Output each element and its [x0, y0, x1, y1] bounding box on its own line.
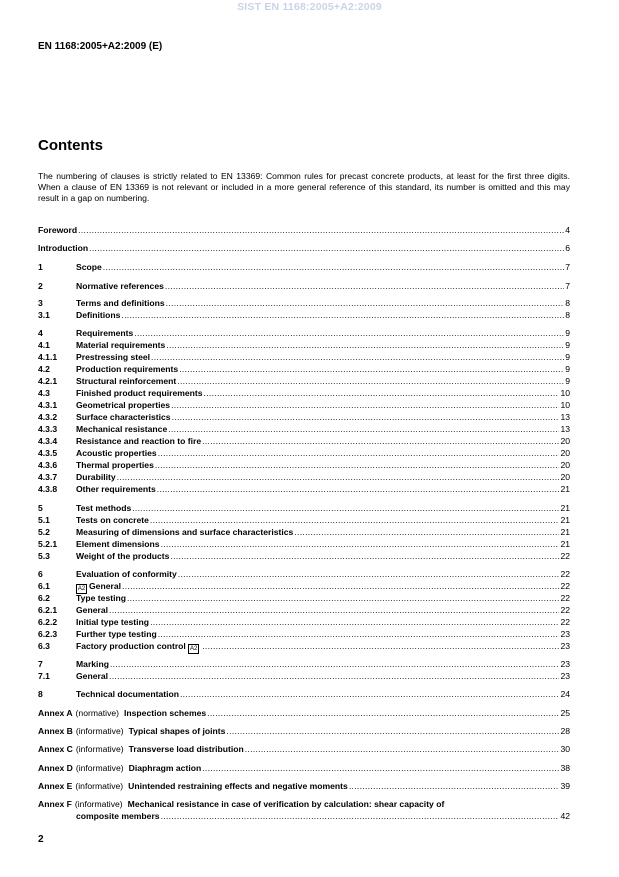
toc-entry[interactable]: [38, 580, 570, 592]
dot-leader: [202, 762, 559, 774]
toc-entry-number: 4.1: [38, 340, 50, 350]
toc-entry[interactable]: [38, 688, 570, 700]
toc-entry-page: 6: [565, 243, 570, 253]
dot-leader: [150, 616, 559, 628]
dot-leader: [166, 339, 564, 351]
toc-entry-number: 6.2.1: [38, 605, 58, 615]
dot-leader: [109, 670, 559, 682]
dot-leader: [132, 502, 559, 514]
toc-entry-number: 4.2.1: [38, 376, 58, 386]
dot-leader: [158, 447, 560, 459]
toc-entry-title: Evaluation of conformity: [76, 569, 177, 579]
toc-entry-page: 7: [565, 281, 570, 291]
toc-entry-page: 10: [560, 388, 570, 398]
toc-entry-page: 9: [565, 352, 570, 362]
toc-entry-page: 7: [565, 262, 570, 272]
toc-entry-page: 21: [560, 515, 570, 525]
toc-entry-page: 20: [560, 436, 570, 446]
toc-entry-title: Tests on concrete: [76, 515, 149, 525]
toc-entry-title: General: [76, 671, 109, 681]
annex-title-continued: composite members: [76, 811, 160, 821]
dot-leader: [89, 242, 564, 254]
dot-leader: [180, 688, 559, 700]
toc-entry-title: Resistance and reaction to fire: [76, 436, 202, 446]
toc-entry-number: 4.3: [38, 388, 50, 398]
toc-entry-page: 22: [560, 551, 570, 561]
toc-entry-title: Type testing: [76, 593, 126, 603]
annex-type: (informative): [75, 763, 124, 773]
dot-leader: [207, 707, 559, 719]
toc-entry[interactable]: [38, 538, 570, 550]
toc-entry-page: 20: [560, 472, 570, 482]
toc-entry-number: 4.3.2: [38, 412, 58, 422]
toc-entry-page: 9: [565, 328, 570, 338]
toc-entry-page: 21: [560, 527, 570, 537]
toc-entry-page: 22: [560, 593, 570, 603]
toc-entry[interactable]: [38, 411, 570, 423]
annex-title: Diaphragm action: [128, 763, 202, 773]
toc-entry-page: 8: [565, 298, 570, 308]
toc-entry[interactable]: [38, 242, 570, 254]
toc-entry[interactable]: [38, 447, 570, 459]
toc-entry[interactable]: [38, 550, 570, 562]
toc-annex-entry-continued[interactable]: [38, 810, 570, 822]
annex-type: (informative): [74, 799, 123, 809]
toc-entry-title: Marking: [76, 659, 109, 669]
dot-leader: [157, 483, 560, 495]
toc-entry-number: 4.2: [38, 364, 50, 374]
annex-page: 28: [560, 726, 570, 736]
toc-entry-title: Introduction: [38, 243, 89, 253]
dot-leader: [110, 658, 559, 670]
toc-entry-page: 9: [565, 340, 570, 350]
annex-page: 38: [560, 763, 570, 773]
annex-title: Typical shapes of joints: [128, 726, 226, 736]
toc-annex-entry[interactable]: [38, 725, 570, 737]
toc-entry-number: 4.3.4: [38, 436, 58, 446]
toc-entry-page: 22: [560, 581, 570, 591]
toc-entry-page: 21: [560, 539, 570, 549]
annex-page: 30: [560, 744, 570, 754]
toc-annex-entry[interactable]: [38, 780, 570, 792]
toc-entry-title: Thermal properties: [76, 460, 154, 470]
dot-leader: [151, 351, 564, 363]
toc-entry-number: 3.1: [38, 310, 50, 320]
toc-entry-page: 10: [560, 400, 570, 410]
amendment-marker-open: A2: [77, 586, 86, 592]
toc-entry[interactable]: [38, 363, 570, 375]
dot-leader: [121, 309, 564, 321]
toc-entry-number: 4: [38, 328, 43, 338]
toc-entry-page: 9: [565, 364, 570, 374]
toc-entry-title: Weight of the products: [76, 551, 170, 561]
toc-entry-number: 2: [38, 281, 43, 291]
toc-entry-number: 5: [38, 503, 43, 513]
dot-leader: [158, 628, 560, 640]
dot-leader: [161, 538, 560, 550]
toc-entry-title: Factory production control A2: [76, 641, 198, 652]
toc-entry-title: Mechanical resistance: [76, 424, 168, 434]
dot-leader: [171, 399, 559, 411]
toc-entry-number: 6.2.3: [38, 629, 58, 639]
annex-title: Transverse load distribution: [128, 744, 244, 754]
toc-entry[interactable]: [38, 658, 570, 670]
toc-entry-title: Geometrical properties: [76, 400, 171, 410]
dot-leader: [109, 604, 559, 616]
toc-entry-page: 20: [560, 460, 570, 470]
toc-entry-title: Foreword: [38, 225, 78, 235]
toc-entry-title: Other requirements: [76, 484, 156, 494]
toc-entry[interactable]: [38, 387, 570, 399]
dot-leader: [165, 280, 564, 292]
annex-page: 39: [560, 781, 570, 791]
toc-entry[interactable]: [38, 604, 570, 616]
toc-entry[interactable]: [38, 339, 570, 351]
toc-entry-title: Initial type testing: [76, 617, 150, 627]
annex-label: Annex C: [38, 744, 73, 754]
annex-label: Annex F: [38, 799, 72, 809]
annex-type: (informative): [75, 726, 124, 736]
dot-leader: [127, 592, 559, 604]
toc-entry-title: Acoustic properties: [76, 448, 157, 458]
toc-annex-entry[interactable]: [38, 798, 570, 810]
dot-leader: [117, 471, 560, 483]
toc-entry-title: Finished product requirements: [76, 388, 203, 398]
dot-leader: [178, 568, 560, 580]
dot-leader: [168, 423, 559, 435]
toc-entry-number: 6: [38, 569, 43, 579]
toc-entry-title: Element dimensions: [76, 539, 160, 549]
toc-entry[interactable]: [38, 526, 570, 538]
toc-entry[interactable]: [38, 224, 570, 236]
dot-leader: [122, 580, 559, 592]
toc-entry[interactable]: [38, 375, 570, 387]
annex-type: (informative): [75, 781, 124, 791]
toc-entry-number: 4.3.7: [38, 472, 58, 482]
page-title: Contents: [38, 137, 103, 154]
document-id: EN 1168:2005+A2:2009 (E): [38, 41, 163, 52]
toc-entry[interactable]: [38, 592, 570, 604]
dot-leader: [204, 387, 560, 399]
annex-type: (normative): [75, 708, 120, 718]
toc-entry-title: Scope: [76, 262, 102, 272]
dot-leader: [161, 810, 560, 822]
toc-entry[interactable]: [38, 628, 570, 640]
toc-entry[interactable]: [38, 616, 570, 628]
toc-entry[interactable]: [38, 502, 570, 514]
toc-entry-page: 23: [560, 659, 570, 669]
dot-leader: [226, 725, 559, 737]
dot-leader: [202, 640, 559, 652]
toc-entry-number: 6.2.2: [38, 617, 58, 627]
dot-leader: [245, 743, 560, 755]
toc-entry-title: Durability: [76, 472, 116, 482]
toc-entry-number: 3: [38, 298, 43, 308]
toc-entry-page: 23: [560, 629, 570, 639]
dot-leader: [179, 363, 564, 375]
toc-entry-title: Prestressing steel: [76, 352, 151, 362]
toc-entry-title: Structural reinforcement: [76, 376, 177, 386]
toc-entry[interactable]: [38, 459, 570, 471]
watermark: SIST EN 1168:2005+A2:2009: [237, 1, 382, 13]
toc-entry[interactable]: [38, 670, 570, 682]
dot-leader: [177, 375, 564, 387]
dot-leader: [155, 459, 560, 471]
annex-title: Inspection schemes: [124, 708, 207, 718]
toc-entry-title: Test methods: [76, 503, 132, 513]
toc-entry-title: A2 General: [77, 581, 122, 592]
toc-entry-page: 8: [565, 310, 570, 320]
toc-entry-number: 5.2.1: [38, 539, 58, 549]
annex-label: Annex A: [38, 708, 73, 718]
toc-entry-page: 13: [560, 412, 570, 422]
toc-entry-number: 4.3.5: [38, 448, 58, 458]
toc-entry-title: Production requirements: [76, 364, 179, 374]
toc-entry-number: 5.1: [38, 515, 50, 525]
toc-entry-number: 1: [38, 262, 43, 272]
toc-entry-page: 22: [560, 569, 570, 579]
toc-entry[interactable]: [38, 399, 570, 411]
dot-leader: [78, 224, 564, 236]
toc-entry[interactable]: [38, 483, 570, 495]
annex-title: Unintended restraining effects and negative moments: [128, 781, 348, 791]
toc-entry-number: 7.1: [38, 671, 50, 681]
toc-annex-entry[interactable]: [38, 762, 570, 774]
toc-entry[interactable]: [38, 568, 570, 580]
toc-entry-title: Technical documentation: [76, 689, 179, 699]
toc-annex-entry[interactable]: [38, 743, 570, 755]
toc-entry-number: 4.3.3: [38, 424, 58, 434]
dot-leader: [294, 526, 559, 538]
dot-leader: [202, 435, 559, 447]
toc-entry[interactable]: [38, 327, 570, 339]
toc-entry[interactable]: [38, 309, 570, 321]
toc-entry-page: 13: [560, 424, 570, 434]
toc-entry-number: 4.3.6: [38, 460, 58, 470]
dot-leader: [349, 780, 560, 792]
page-number: 2: [38, 834, 44, 845]
annex-title: Mechanical resistance in case of verification by calculation: shear capacity of: [127, 799, 445, 809]
toc-annex-entry[interactable]: [38, 707, 570, 719]
toc-entry[interactable]: [38, 435, 570, 447]
toc-entry-title: Normative references: [76, 281, 164, 291]
toc-entry-number: 4.3.1: [38, 400, 58, 410]
toc-entry[interactable]: [38, 423, 570, 435]
toc-entry-page: 21: [560, 503, 570, 513]
toc-entry-number: 6.2: [38, 593, 50, 603]
intro-paragraph: The numbering of clauses is strictly related to EN 13369: Common rules for precast concrete products, at least for the first three digits. When a clause of EN 13369 is not relevant or included in a more general reference of this standard, its number is omitted and this may result in a gap on numbering.: [38, 171, 570, 204]
toc-entry[interactable]: [38, 471, 570, 483]
toc-entry-page: 23: [560, 671, 570, 681]
toc-entry-title: Surface characteristics: [76, 412, 171, 422]
toc-entry-title: Measuring of dimensions and surface characteristics: [76, 527, 294, 537]
toc-entry-page: 9: [565, 376, 570, 386]
toc-entry-number: 8: [38, 689, 43, 699]
toc-entry-title: Requirements: [76, 328, 134, 338]
annex-label: Annex D: [38, 763, 73, 773]
toc-entry-page: 23: [560, 641, 570, 651]
toc-entry[interactable]: [38, 640, 570, 652]
toc-entry-page: 21: [560, 484, 570, 494]
dot-leader: [150, 514, 560, 526]
toc-entry-page: 20: [560, 448, 570, 458]
toc-entry[interactable]: [38, 514, 570, 526]
dot-leader: [172, 411, 560, 423]
annex-page: 42: [560, 811, 570, 821]
dot-leader: [134, 327, 564, 339]
annex-type: (informative): [75, 744, 124, 754]
toc-entry-page: 22: [560, 617, 570, 627]
toc-entry-page: 24: [560, 689, 570, 699]
toc-entry-number: 6.3: [38, 641, 50, 651]
toc-entry-number: 4.3.8: [38, 484, 58, 494]
toc-entry-title: Definitions: [76, 310, 121, 320]
annex-label: Annex B: [38, 726, 73, 736]
dot-leader: [166, 297, 565, 309]
dot-leader: [170, 550, 559, 562]
toc-entry-number: 5.2: [38, 527, 50, 537]
toc-entry[interactable]: [38, 280, 570, 292]
toc-entry-title: General: [76, 605, 109, 615]
toc-entry-number: 7: [38, 659, 43, 669]
toc-entry[interactable]: [38, 261, 570, 273]
annex-label: Annex E: [38, 781, 73, 791]
toc-entry-number: 5.3: [38, 551, 50, 561]
toc-entry-title: Further type testing: [76, 629, 157, 639]
toc-entry-title: Terms and definitions: [76, 298, 165, 308]
toc-entry-page: 4: [565, 225, 570, 235]
toc-entry-title: Material requirements: [76, 340, 166, 350]
toc-entry[interactable]: [38, 297, 570, 309]
amendment-marker-close: A2: [190, 646, 198, 652]
annex-page: 25: [560, 708, 570, 718]
toc-entry-page: 22: [560, 605, 570, 615]
dot-leader: [103, 261, 564, 273]
toc-entry-number: 6.1: [38, 581, 50, 591]
toc-entry[interactable]: [38, 351, 570, 363]
toc-entry-number: 4.1.1: [38, 352, 58, 362]
